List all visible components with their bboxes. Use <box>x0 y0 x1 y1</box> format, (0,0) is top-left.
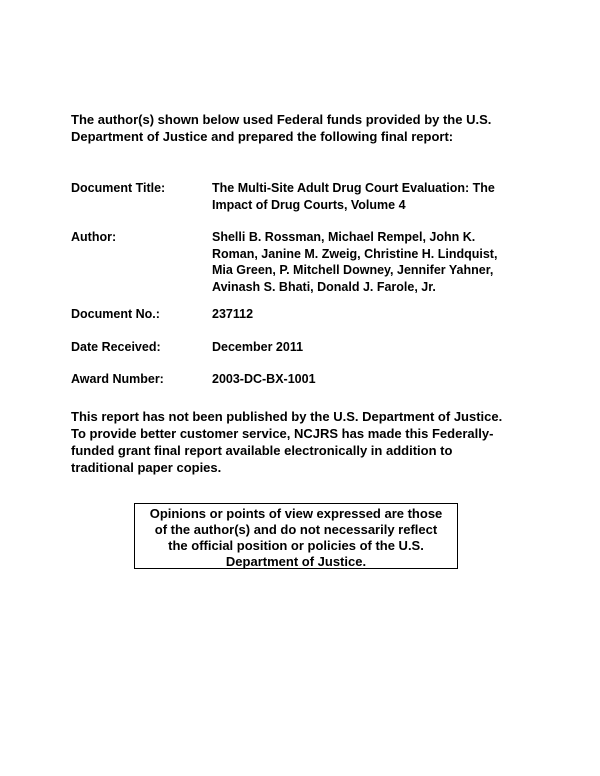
field-value: The Multi-Site Adult Drug Court Evaluation: The Impact of Drug Courts, Volume 4 <box>212 181 495 212</box>
field-value: 2003-DC-BX-1001 <box>212 372 316 386</box>
field-label: Document No.: <box>71 307 160 321</box>
field-label: Date Received: <box>71 340 161 354</box>
field-value: December 2011 <box>212 340 304 354</box>
disclaimer-box <box>134 503 458 569</box>
disclaimer-text: Opinions or points of view expressed are those of the author(s) and do not necessarily reflect the official position or policies of the U.S. Department of Justice. <box>149 506 443 569</box>
field-label: Award Number: <box>71 372 164 386</box>
field-value: 237112 <box>212 307 254 321</box>
publication-notice: This report has not been published by the U.S. Department of Justice. To provide better customer service, NCJRS has made this Federally- funded grant final report available electronically in addition to traditional paper copies. <box>71 409 503 475</box>
field-label: Document Title: <box>71 181 166 195</box>
intro-statement: The author(s) shown below used Federal funds provided by the U.S. Department of Justice and prepared the following final report: <box>71 112 492 144</box>
field-label: Author: <box>71 230 117 244</box>
field-value: Shelli B. Rossman, Michael Rempel, John K. Roman, Janine M. Zweig, Christine H. Lindquist, Mia Green, P. Mitchell Downey, Jennifer Yahner, Avinash S. Bhati, Donald J. Farole, Jr. <box>212 230 498 294</box>
